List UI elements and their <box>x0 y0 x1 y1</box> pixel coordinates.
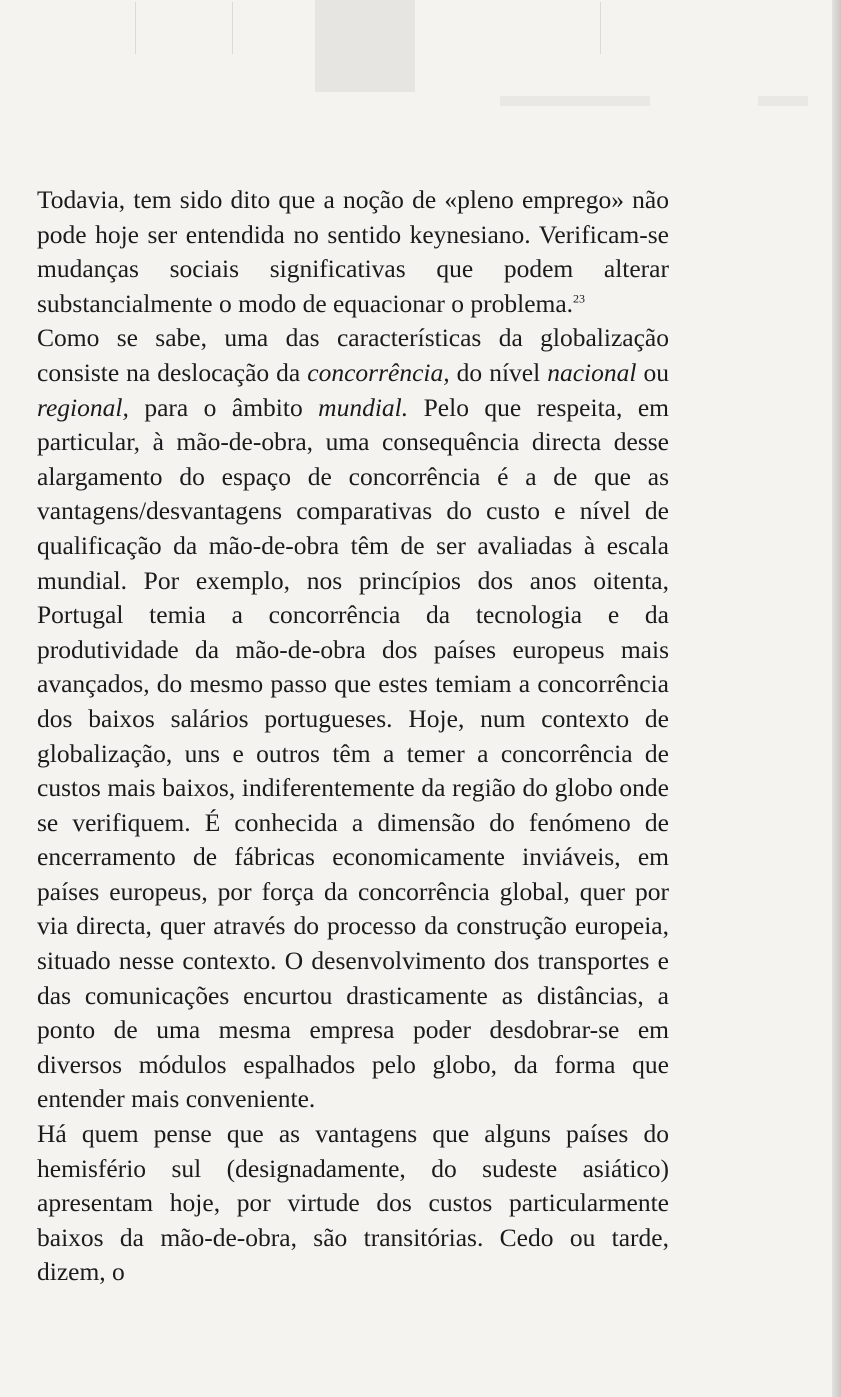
text-run: Como se sabe, uma das características da globalização consiste na deslocação da <box>37 323 669 387</box>
italic-term: nacional <box>547 357 637 387</box>
bleed-block <box>758 96 808 106</box>
bleed-block <box>232 2 233 54</box>
bleed-through-header <box>0 0 841 130</box>
paragraph <box>37 183 669 321</box>
paragraph <box>37 1117 669 1290</box>
text-run: Todavia, tem sido dito que a noção de «pleno emprego» não pode hoje ser entendida no sentido keynesiano. Verificam-se mudanças sociais significativas que podem alterar substancialmente o modo de equacionar o problema. <box>37 185 669 318</box>
bleed-block <box>600 2 601 54</box>
italic-term: regional, <box>37 392 129 422</box>
bleed-block <box>135 2 136 54</box>
text-run: para o âmbito <box>128 392 319 422</box>
italic-term: concorrência, <box>307 357 450 387</box>
text-run: do nível <box>449 357 548 387</box>
footnote-ref: 23 <box>573 291 586 306</box>
body-text <box>37 183 669 1290</box>
page-edge-shadow <box>832 0 841 1397</box>
bleed-block <box>500 96 650 106</box>
text-run: ou <box>636 357 670 387</box>
bleed-block <box>315 0 415 92</box>
text-run: Há quem pense que as vantagens que alguns países do hemisfério sul (designadamente, do sudeste asiático) apresentam hoje, por virtude dos custos particularmente baixos da mão-de-obra, são transitórias. Cedo ou tarde, dizem, o <box>37 1119 669 1287</box>
text-run: Pelo que respeita, em particular, à mão-de-obra, uma consequência directa desse alargamento do espaço de concorrência é a de que as vantagens/desvantagens comparativas do custo e nível de qualificação da mão-de-obra têm de ser avaliadas à escala mundial. Por exemplo, nos princípios dos anos oitenta, Portugal temia a concorrência da tecnologia e da produtividade da mão-de-obra dos países europeus mais avançados, do mesmo passo que estes temiam a concorrência dos baixos salários portugueses. Hoje, num contexto de globalização, uns e outros têm a temer a concorrência de custos mais baixos, indiferentemente da região do globo onde se verifiquem. É conhecida a dimensão do fenómeno de encerramento de fábricas economicamente inviáveis, em países europeus, por força da concorrência global, quer por via directa, quer através do processo da construção europeia, situado nesse contexto. O desenvolvimento dos transportes e das comunicações encurtou drasticamente as distâncias, a ponto de uma mesma empresa poder desdobrar-se em diversos módulos espalhados pelo globo, da forma que entender mais conveniente. <box>37 392 669 1114</box>
italic-term: mundial. <box>318 392 409 422</box>
paragraph <box>37 321 669 1117</box>
